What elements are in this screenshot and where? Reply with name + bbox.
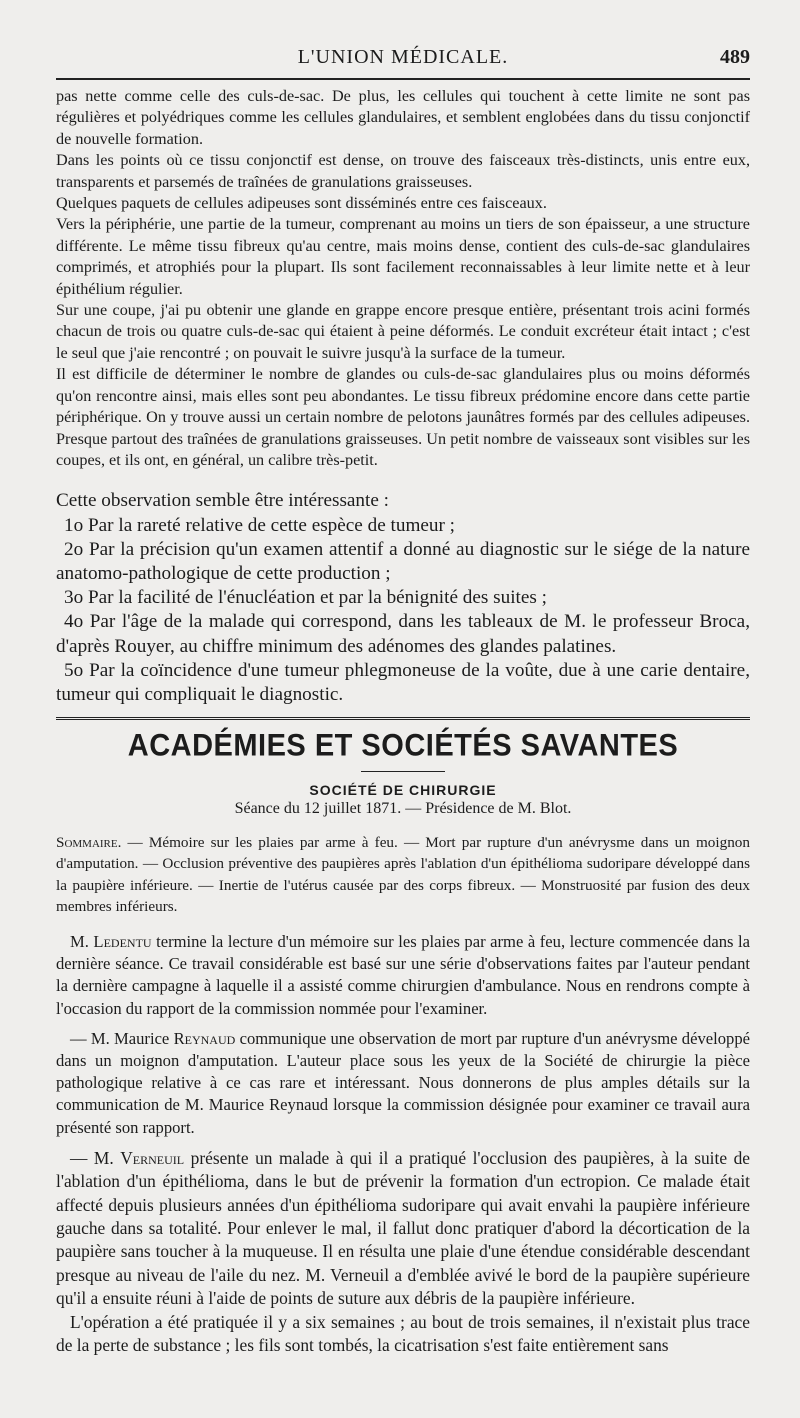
- title-rule: [361, 771, 445, 772]
- observation-conclusions: [56, 489, 750, 707]
- page-number: 489: [720, 46, 750, 68]
- speaker-name: Reynaud: [173, 1028, 236, 1048]
- page-header: [56, 0, 750, 78]
- paragraph-reynaud: [56, 1028, 750, 1139]
- summary: [56, 832, 750, 917]
- paragraph: Sur une coupe, j'ai pu obtenir une glande en grappe encore presque entière, présentant trois acini formés chacun de trois ou quatre culs-de-sac qui étaient à peine déformés. Le conduit excréteur était intact ; c'est le seul que j'aie rencontré ; on pouvait le suivre jusqu'à la surface de la tumeur.: [56, 301, 750, 362]
- proceedings: [56, 931, 750, 1139]
- paragraph-verneuil: [56, 1147, 750, 1311]
- section-divider: [56, 717, 750, 722]
- paragraph-text: communique une observation de mort par rupture d'un anévrysme développé dans un moignon d'amputation. L'auteur place sous les yeux de la Société de chirurgie la pièce pathologique relative à ce cas rare et intéressant. Nous donnerons de plus amples détails sur la communication de M. Maurice Reynaud lorsque la commission désignée pour examiner ce travail aura présenté son rapport.: [56, 1028, 750, 1137]
- observation-item: 5o Par la coïncidence d'une tumeur phlegmoneuse de la voûte, due à une carie dentaire, tumeur qui compliquait le diagnostic.: [56, 659, 750, 705]
- observation-item: 2o Par la précision qu'un examen attentif a donné au diagnostic sur le siége de la nature anatomo-pathologique de cette production ;: [56, 538, 750, 584]
- paragraph-text: présente un malade à qui il a pratiqué l'occlusion des paupières, à la suite de l'ablation d'un épithélioma, dans le but de prévenir la formation d'un ectropion. Ce malade était affecté depuis plusieurs années d'un épithélioma sudoripare qui avait envahi la paupière inférieure gauche dans sa totalité. Pour enlever le mal, il fallut donc pratiquer d'abord la décortication de la paupière sans toucher à la muqueuse. Il en résulta une plaie d'une étendue considérable descendant presque au niveau de l'aile du nez. M. Verneuil a d'emblée avivé le bord de la paupière supérieure qu'il a ensuite réuni à l'aide de points de suture aux débris de la paupière inférieure.: [56, 1147, 750, 1309]
- paragraph-operation: L'opération a été pratiquée il y a six semaines ; au bout de trois semaines, il n'existait plus trace de la perte de substance ; les fils sont tombés, la cicatrisation s'est faite entièrement sans: [56, 1311, 750, 1356]
- proceedings-continued: [56, 1147, 750, 1358]
- summary-label: Sommaire.: [56, 834, 122, 852]
- speaker-name: M. Ledentu: [70, 931, 152, 951]
- observation-item: 1o Par la rareté relative de cette espèce de tumeur ;: [64, 514, 456, 536]
- observation-lead: Cette observation semble être intéressante :: [56, 490, 389, 512]
- paragraph-text: termine la lecture d'un mémoire sur les plaies par arme à feu, lecture commencée dans la dernière séance. Ce travail considérable est basé sur une série d'observations faites par l'auteur pendant la dernière campagne à laquelle il a assisté comme chirurgien d'ambulance. Nous en rendrons compte à l'occasion du rapport de la commission nommée pour l'examiner.: [56, 931, 750, 1018]
- paragraph: Vers la périphérie, une partie de la tumeur, comprenant au moins un tiers de son épaisseur, a une structure différente. Le même tissu fibreux qu'au centre, mais moins dense, contient des culs-de-sac glandulaires comprimés, et atrophiés pour la plupart. Ils sont facilement reconnaissables à leur limite nette et à leur épithélium régulier.: [56, 215, 750, 298]
- paragraph-prefix: — M. Maurice: [70, 1028, 174, 1048]
- paragraph: Il est difficile de déterminer le nombre de glandes ou culs-de-sac glandulaires plus ou moins déformés qu'on rencontre ainsi, mais elles sont peu abondantes. Le tissu fibreux prédomine encore dans cette partie périphérique. On y trouve aussi un certain nombre de pelotons jaunâtres formés par des cellules adipeuses. Presque partout des traînées de granulations graisseuses. Un petit nombre de vaisseaux sont visibles sur les coupes, et ils ont, en général, un calibre très-petit.: [56, 365, 750, 469]
- seance-line: Séance du 12 juillet 1871. — Présidence de M. Blot.: [234, 800, 572, 818]
- paragraph: Dans les points où ce tissu conjonctif est dense, on trouve des faisceaux très-distincts, unis entre eux, transparents et parsemés de traînées de granulations graisseuses.: [56, 151, 750, 191]
- observation-item: 3o Par la facilité de l'énucléation et par la bénignité des suites ;: [64, 587, 547, 609]
- article-continuation: [56, 86, 750, 471]
- society-name: SOCIÉTÉ DE CHIRURGIE: [309, 782, 497, 799]
- paragraph: pas nette comme celle des culs-de-sac. De plus, les cellules qui touchent à cette limite ne sont pas régulières et polyédriques comme les cellules glandulaires, et semblent englobées dans du tissu conjonctif de nouvelle formation.: [56, 87, 750, 148]
- running-title: L'UNION MÉDICALE.: [297, 46, 509, 68]
- paragraph-prefix: — M.: [70, 1147, 121, 1168]
- header-rule: [56, 78, 750, 80]
- paragraph-ledentu: [56, 931, 750, 1020]
- speaker-name: Verneuil: [120, 1147, 185, 1168]
- paragraph: Quelques paquets de cellules adipeuses sont disséminés entre ces faisceaux.: [56, 194, 547, 213]
- summary-text: — Mémoire sur les plaies par arme à feu. — Mort par rupture d'un anévrysme dans un moignon d'amputation. — Occlusion préventive des paupières après l'ablation d'un épithélioma sudoripare développé dans la paupière inférieure. — Inertie de l'utérus causée par des corps fibreux. — Monstruosité par fusion des deux membres inférieurs.: [56, 834, 750, 915]
- section-title: ACADÉMIES ET SOCIÉTÉS SAVANTES: [127, 728, 679, 764]
- observation-item: 4o Par l'âge de la malade qui correspond, dans les tableaux de M. le professeur Broca, d'après Rouyer, au chiffre minimum des adénomes des glandes palatines.: [56, 611, 750, 657]
